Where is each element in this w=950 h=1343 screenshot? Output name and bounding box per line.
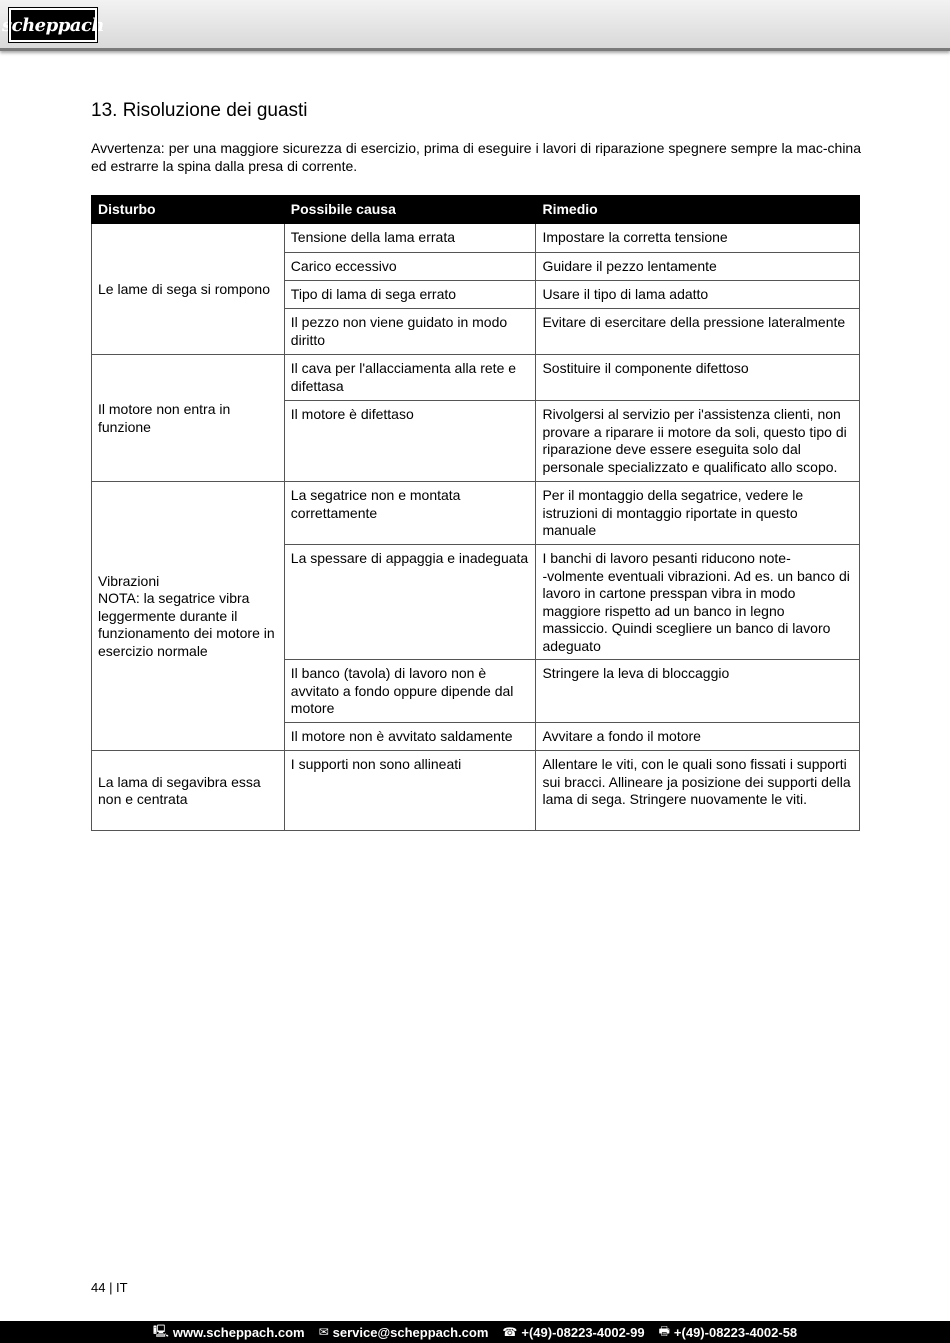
scheppach-logo xyxy=(2,8,105,42)
causa-cell: Il pezzo non viene guidato in modo diritto xyxy=(284,309,536,355)
header-disturbo: Disturbo xyxy=(92,196,285,224)
causa-cell: La spessare di appaggia e inadeguata xyxy=(284,545,536,660)
causa-cell: Tensione della lama errata xyxy=(284,224,536,253)
footer-website[interactable] xyxy=(153,1322,305,1343)
computer-icon: 🖳 xyxy=(152,1323,169,1338)
envelope-icon: ✉ xyxy=(318,1325,329,1339)
table-row xyxy=(92,355,860,401)
disturbo-cell: La lama di segavibra essa non e centrata xyxy=(92,751,285,831)
rimedio-cell: I banchi di lavoro pesanti riducono note- -volmente eventuali vibrazioni. Ad es. un banco di lavoro in cartone presspan vibra in modo maggiore rispetto ad un banco in legno massiccio. Quindi scegliere un banco di lavoro adeguato xyxy=(536,545,860,660)
warning-text: Avvertenza: per una maggiore sicurezza di esercizio, prima di eseguire i lavori di riparazione spegnere sempre la mac-china ed estrarre la spina dalla presa di corrente. xyxy=(91,140,861,174)
causa-cell: Il motore non è avvitato saldamente xyxy=(284,723,536,751)
rimedio-cell: Usare il tipo di lama adatto xyxy=(536,281,860,309)
rimedio-cell: Guidare il pezzo lentamente xyxy=(536,253,860,281)
causa-cell: Il banco (tavola) di lavoro non è avvitato a fondo oppure dipende dal motore xyxy=(284,660,536,723)
rimedio-cell: Per il montaggio della segatrice, vedere le istruzioni di montaggio riportate in questo manuale xyxy=(536,482,860,545)
causa-cell: I supporti non sono allineati xyxy=(284,751,536,831)
causa-cell: Tipo di lama di sega errato xyxy=(284,281,536,309)
section-title: 13. Risoluzione dei guasti xyxy=(91,100,308,121)
rimedio-cell: Rivolgersi al servizio per i'assistenza clienti, non provare a riparare ii motore da soli, questo tipo di riparazione deve essere eseguita solo dal personale specializzato e qualificato allo scopo. xyxy=(536,401,860,482)
email-text: service@scheppach.com xyxy=(332,1324,489,1340)
table-row xyxy=(92,482,860,545)
website-text: www.scheppach.com xyxy=(172,1324,305,1340)
page-number: 44 | IT xyxy=(91,1280,128,1295)
rimedio-cell: Avvitare a fondo il motore xyxy=(536,723,860,751)
disturbo-cell: Vibrazioni NOTA: la segatrice vibra leggermente durante il funzionamento dei motore in esercizio normale xyxy=(92,482,285,751)
header-possibile-causa: Possibile causa xyxy=(284,196,536,224)
footer-fax xyxy=(659,1322,798,1343)
fax-icon: 🖶 xyxy=(658,1323,670,1338)
rimedio-cell: Impostare la corretta tensione xyxy=(536,224,860,253)
fax-text: +(49)-08223-4002-58 xyxy=(673,1324,798,1340)
logo-text: scheppach xyxy=(2,14,105,36)
causa-cell: Carico eccessivo xyxy=(284,253,536,281)
table-row xyxy=(92,224,860,253)
phone-text: +(49)-08223-4002-99 xyxy=(521,1324,645,1340)
header-bar xyxy=(0,0,950,51)
rimedio-cell: Stringere la leva di bloccaggio xyxy=(536,660,860,723)
disturbo-cell: Le lame di sega si rompono xyxy=(92,224,285,355)
table-row xyxy=(92,751,860,831)
rimedio-cell: Allentare le viti, con le quali sono fissati i supporti sui bracci. Allineare ja posizione dei supporti della lama di sega. Stringere nuovamente le viti. xyxy=(536,751,860,831)
table-header-row xyxy=(92,196,860,224)
disturbo-cell: Il motore non entra in funzione xyxy=(92,355,285,482)
causa-cell: Il cava per l'allacciamenta alla rete e difettasa xyxy=(284,355,536,401)
rimedio-cell: Evitare di esercitare della pressione lateralmente xyxy=(536,309,860,355)
header-rimedio: Rimedio xyxy=(536,196,860,224)
causa-cell: Il motore è difettaso xyxy=(284,401,536,482)
footer-phone xyxy=(502,1325,644,1340)
footer-email[interactable] xyxy=(319,1325,489,1340)
troubleshooting-table xyxy=(91,195,860,831)
footer-bar xyxy=(0,1321,950,1343)
rimedio-cell: Sostituire il componente difettoso xyxy=(536,355,860,401)
causa-cell: La segatrice non e montata correttamente xyxy=(284,482,536,545)
phone-icon: ☎ xyxy=(502,1325,518,1339)
